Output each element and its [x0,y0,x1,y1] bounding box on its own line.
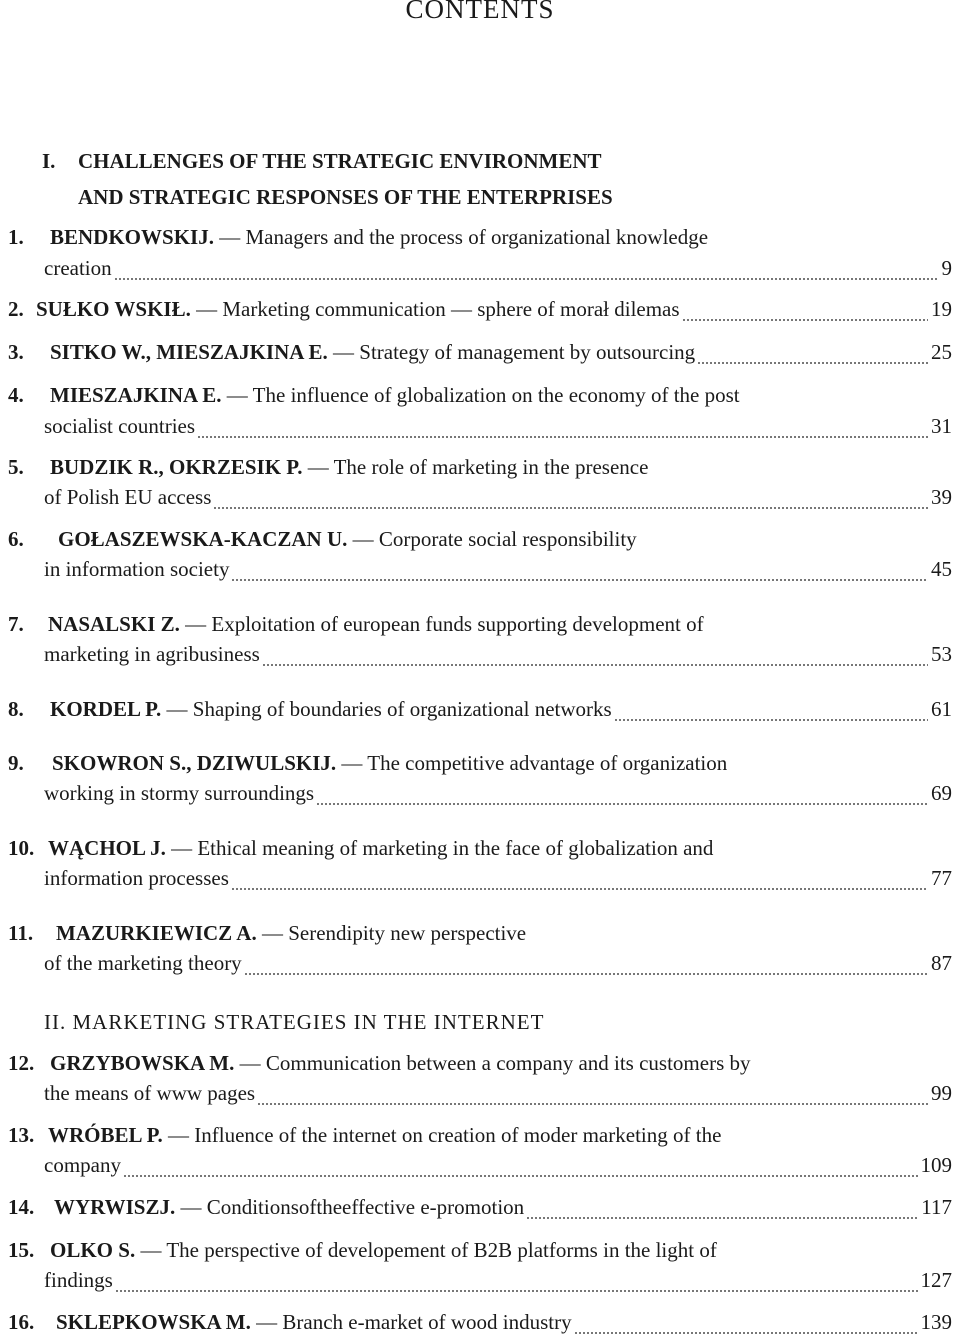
entry-title-part-1: — Strategy of management by outsourcing [333,340,696,364]
page-number: 31 [931,414,952,438]
toc-entry-line-2 [0,557,960,585]
entry-heading [50,340,695,365]
entry-author: BUDZIK R., OKRZESIK P. [50,455,303,479]
entry-author: OLKO S. [50,1238,136,1262]
entry-number: 6. [8,527,24,551]
page-number: 25 [931,340,952,364]
entry-title-part-2: the means of www pages [44,1081,256,1105]
entry-number: 4. [8,383,24,407]
entry-title-part-1: — The competitive advantage of organization [341,751,728,775]
toc-entry-line-1 [0,697,960,725]
entry-heading [48,836,713,861]
page-number: 9 [941,256,952,280]
entry-title-part-1: — Serendipity new perspective [261,921,527,945]
dot-leader [123,1175,918,1177]
toc-entry-line-2 [0,1081,960,1109]
toc-entry-line-1 [0,225,960,253]
entry-title-part-1: — Exploitation of european funds supporting development of [185,612,704,636]
entry-heading [50,455,648,480]
page-number: 19 [931,297,952,321]
toc-entry-line-2 [0,1268,960,1296]
toc-entry-line-1 [0,836,960,864]
entry-number: 8. [8,697,24,721]
entry-heading [50,1051,751,1076]
dot-leader [213,507,928,509]
toc-entry-line-2 [0,485,960,513]
entry-author: SKLEPKOWSKA M. [56,1310,251,1334]
entry-number: 7. [8,612,24,636]
dot-leader [614,719,928,721]
entry-title-part-2: creation [44,256,112,280]
entry-title-part-2: company [44,1153,121,1177]
entry-title-part-2: information processes [44,866,229,890]
entry-heading [50,1238,717,1263]
section-title-line-1: CHALLENGES OF THE STRATEGIC ENVIRONMENT [78,149,602,173]
entry-author: GRZYBOWSKA M. [50,1051,235,1075]
toc-entry-line-2 [0,866,960,894]
entry-title-part-1: — Corporate social responsibility [352,527,637,551]
entry-heading [48,612,704,637]
entry-number: 11. [8,921,34,945]
toc-entry-line-1 [0,1195,960,1223]
entry-title-part-1: — Shaping of boundaries of organizational networks [166,697,612,721]
page-number: 61 [931,697,952,721]
dot-leader [697,362,928,364]
entry-author: NASALSKI Z. [48,612,180,636]
entry-heading [48,1123,721,1148]
entry-title-part-1: — The perspective of developement of B2B platforms in the light of [140,1238,717,1262]
page-number: 39 [931,485,952,509]
dot-leader [197,436,928,438]
toc-entry-line-1 [0,1123,960,1151]
entry-heading [36,297,680,322]
entry-number: 9. [8,751,24,775]
entry-author: MIESZAJKINA E. [50,383,222,407]
entry-heading [56,921,526,946]
page-title: CONTENTS [405,0,555,24]
dot-leader [682,319,928,321]
dot-leader [574,1332,918,1334]
dot-leader [244,973,928,975]
page-number: 117 [921,1195,952,1219]
page-number: 139 [920,1310,952,1334]
page-number: 69 [931,781,952,805]
page-number: 45 [931,557,952,581]
dot-leader [115,1290,918,1292]
entry-title-part-1: — Ethical meaning of marketing in the face of globalization and [171,836,714,860]
entry-author: SKOWRON S., DZIWULSKIJ. [52,751,337,775]
entry-title-part-1: — Communication between a company and its customers by [239,1051,751,1075]
entry-number: 13. [8,1123,35,1147]
entry-title-part-2: socialist countries [44,414,196,438]
toc-entry-line-2 [0,951,960,979]
toc-entry-line-1 [0,1310,960,1338]
entry-title-part-2: findings [44,1268,113,1292]
dot-leader [257,1103,928,1105]
entry-heading [50,383,740,408]
entry-author: KORDEL P. [50,697,162,721]
section-heading-2: II. MARKETING STRATEGIES IN THE INTERNET [44,1010,545,1034]
entry-author: WRÓBEL P. [48,1123,163,1147]
section-title-line-2: AND STRATEGIC RESPONSES OF THE ENTERPRISES [78,185,613,209]
toc-entry-line-1 [0,383,960,411]
entry-author: WYRWISZJ. [54,1195,176,1219]
entry-heading [50,697,612,722]
page-number: 87 [931,951,952,975]
entry-number: 16. [8,1310,35,1334]
dot-leader [231,888,928,890]
entry-number: 15. [8,1238,35,1262]
toc-entry-line-1 [0,340,960,368]
entry-title-part-1: — The role of marketing in the presence [307,455,649,479]
dot-leader [526,1217,918,1219]
toc-entry-line-1 [0,1238,960,1266]
entry-title-part-1: — Marketing communication — sphere of morał dilemas [196,297,680,321]
entry-title-part-2: marketing in agribusiness [44,642,260,666]
dot-leader [114,278,939,280]
toc-entry-line-2 [0,256,960,284]
entry-author: BENDKOWSKIJ. [50,225,214,249]
entry-title-part-1: — Influence of the internet on creation of moder marketing of the [168,1123,722,1147]
entry-number: 1. [8,225,24,249]
dot-leader [262,664,928,666]
entry-title-part-1: — Managers and the process of organizational knowledge [219,225,709,249]
toc-entry-line-2 [0,414,960,442]
entry-number: 3. [8,340,24,364]
entry-title-part-2: of the marketing theory [44,951,242,975]
page-number: 77 [931,866,952,890]
entry-title-part-1: — Branch e-market of wood industry [256,1310,572,1334]
entry-title-part-1: — The influence of globalization on the economy of the post [226,383,740,407]
toc-entry-line-2 [0,1153,960,1181]
entry-title-part-2: working in stormy surroundings [44,781,315,805]
entry-number: 5. [8,455,24,479]
entry-title-part-1: — Conditionsoftheeffective e-promotion [180,1195,525,1219]
entry-heading [50,225,708,250]
dot-leader [316,803,928,805]
page-number: 127 [920,1268,952,1292]
toc-entry-line-1 [0,527,960,555]
toc-entry-line-1 [0,751,960,779]
entry-author: MAZURKIEWICZ A. [56,921,257,945]
toc-entry-line-1 [0,297,960,325]
entry-number: 14. [8,1195,35,1219]
entry-number: 2. [8,297,24,321]
entry-author: SUŁKO WSKIŁ. [36,297,191,321]
toc-entry-line-1 [0,1051,960,1079]
entry-number: 10. [8,836,35,860]
toc-entry-line-1 [0,455,960,483]
entry-title-part-2: of Polish EU access [44,485,212,509]
entry-heading [58,527,637,552]
page-number: 53 [931,642,952,666]
entry-heading [56,1310,572,1335]
section-number: I. [42,149,56,173]
entry-heading [52,751,727,776]
entry-author: GOŁASZEWSKA-KACZAN U. [58,527,348,551]
page-number: 99 [931,1081,952,1105]
toc-entry-line-2 [0,642,960,670]
toc-entry-line-1 [0,921,960,949]
dot-leader [231,579,928,581]
page-number: 109 [920,1153,952,1177]
toc-entry-line-2 [0,781,960,809]
entry-author: SITKO W., MIESZAJKINA E. [50,340,328,364]
entry-title-part-2: in information society [44,557,230,581]
entry-number: 12. [8,1051,35,1075]
toc-entry-line-1 [0,612,960,640]
entry-author: WĄCHOL J. [48,836,166,860]
entry-heading [54,1195,524,1220]
